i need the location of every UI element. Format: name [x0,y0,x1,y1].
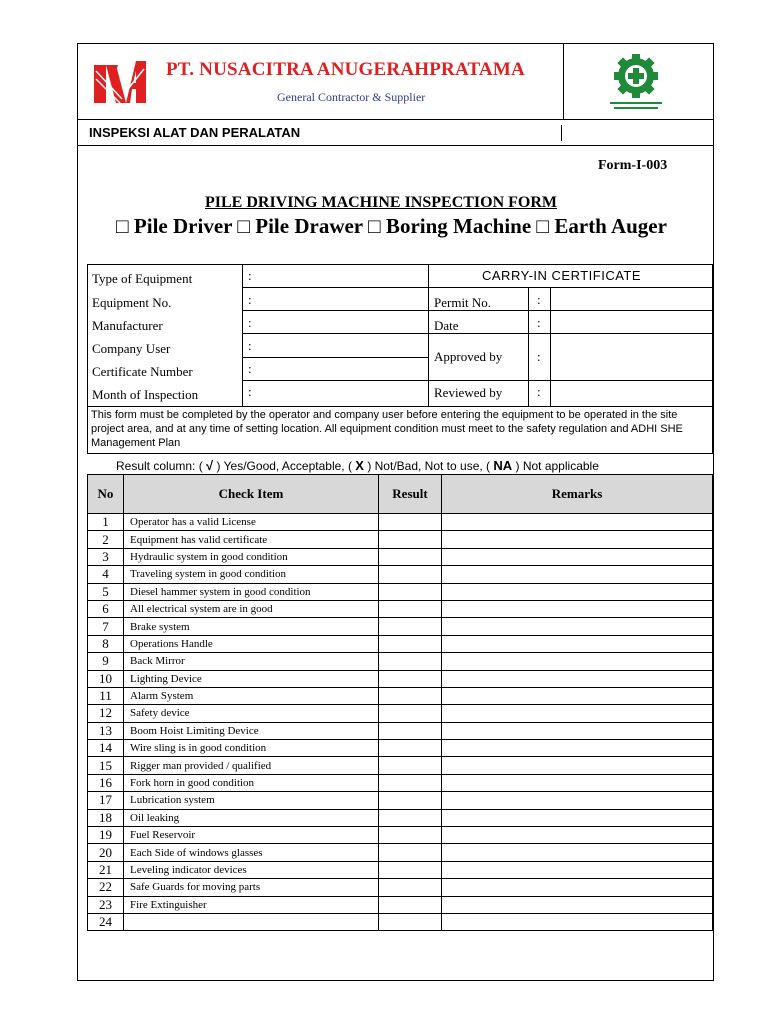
colon: : [248,292,252,307]
table-row [88,844,713,861]
check-item: Each Side of windows glasses [124,844,379,861]
remarks-cell[interactable] [442,705,713,722]
row-number: 2 [88,531,124,548]
info-left-colon-divider [242,264,243,407]
colon: : [248,315,252,330]
row-number: 13 [88,722,124,739]
table-row [88,531,713,548]
table-row [88,600,713,617]
table-row [88,635,713,652]
table-row [88,896,713,913]
result-cell[interactable] [379,548,442,565]
check-item: Brake system [124,618,379,635]
table-row [88,583,713,600]
row-number: 7 [88,618,124,635]
instruction-text: This form must be completed by the operator and company user before entering the equipment to be operated in the site project area, and at any time of setting location. All equipment condition must meet to the safety regulation and ADHI SHE Management Plan [91,409,683,449]
table-row [88,705,713,722]
result-cell[interactable] [379,618,442,635]
colon: : [248,384,252,399]
remarks-cell[interactable] [442,913,713,930]
header-divider [77,119,714,120]
row-number: 3 [88,548,124,565]
remarks-cell[interactable] [442,844,713,861]
table-row [88,548,713,565]
info-line [428,333,713,334]
info-line [242,287,429,288]
company-name: PT. NUSACITRA ANUGERAHPRATAMA [166,59,525,80]
check-item: Leveling indicator devices [124,861,379,878]
colon: : [537,315,541,330]
result-cell[interactable] [379,600,442,617]
check-item: Fork horn in good condition [124,774,379,791]
colon: : [248,268,252,283]
legend-na-symbol: NA [493,458,513,473]
remarks-cell[interactable] [442,566,713,583]
info-line [242,357,429,358]
check-item: Operations Handle [124,635,379,652]
check-item: Fuel Reservoir [124,827,379,844]
row-number: 20 [88,844,124,861]
info-line [242,380,429,381]
row-number: 1 [88,514,124,531]
row-number: 16 [88,774,124,791]
result-cell[interactable] [379,531,442,548]
result-legend [116,458,599,473]
check-item: Diesel hammer system in good condition [124,583,379,600]
column-header-remarks: Remarks [442,475,713,514]
check-item: Oil leaking [124,809,379,826]
column-header-result: Result [379,475,442,514]
check-item: Rigger man provided / qualified [124,757,379,774]
form-number: Form-I-003 [598,158,668,173]
row-number: 17 [88,792,124,809]
remarks-cell[interactable] [442,548,713,565]
table-row [88,809,713,826]
column-header-check-item: Check Item [124,475,379,514]
company-tagline: General Contractor & Supplier [277,90,426,104]
table-row [88,774,713,791]
result-cell[interactable] [379,687,442,704]
colon: : [537,384,541,399]
form-title: PILE DRIVING MACHINE INSPECTION FORM [205,194,558,211]
remarks-cell[interactable] [442,774,713,791]
row-number: 9 [88,653,124,670]
company-logo [92,59,148,105]
row-number: 11 [88,687,124,704]
result-cell[interactable] [379,844,442,861]
equipment-type-options: □ Pile Driver □ Pile Drawer □ Boring Machine □ Earth Auger [116,214,667,238]
table-row [88,861,713,878]
remarks-cell[interactable] [442,879,713,896]
remarks-cell[interactable] [442,670,713,687]
section-divider [77,145,714,146]
result-cell[interactable] [379,635,442,652]
row-number: 5 [88,583,124,600]
remarks-cell[interactable] [442,687,713,704]
table-row [88,913,713,930]
label-manufacturer: Manufacturer [92,318,163,333]
check-item: Operator has a valid License [124,514,379,531]
label-permit-no: Permit No. [434,295,492,310]
table-row [88,618,713,635]
label-approved-by: Approved by [434,349,503,364]
result-cell[interactable] [379,827,442,844]
remarks-cell[interactable] [442,722,713,739]
remarks-cell[interactable] [442,531,713,548]
result-cell[interactable] [379,705,442,722]
colon: : [248,361,252,376]
label-certificate-number: Certificate Number [92,364,193,379]
result-cell[interactable] [379,757,442,774]
check-item: Boom Hoist Limiting Device [124,722,379,739]
result-cell[interactable] [379,861,442,878]
result-cell[interactable] [379,774,442,791]
info-center-divider [428,264,429,407]
legend-no-text: ) Not/Bad, Not to use, ( [367,459,491,473]
remarks-cell[interactable] [442,896,713,913]
info-line [242,333,429,334]
label-reviewed-by: Reviewed by [434,385,503,400]
table-row [88,827,713,844]
label-date: Date [434,318,459,333]
colon: : [537,349,541,364]
label-company-user: Company User [92,341,171,356]
result-cell[interactable] [379,792,442,809]
remarks-cell[interactable] [442,514,713,531]
check-item: Alarm System [124,687,379,704]
check-item: Wire sling is in good condition [124,740,379,757]
legend-no-symbol: X [355,458,364,473]
info-line [428,287,713,288]
info-line [242,310,429,311]
table-row [88,879,713,896]
legend-prefix: Result column: ( [116,459,203,473]
info-right-colon-divider [550,287,551,407]
check-item: All electrical system are in good [124,600,379,617]
k3-safety-logo [604,52,668,116]
column-header-no: No [88,475,124,514]
result-cell[interactable] [379,653,442,670]
remarks-cell[interactable] [442,583,713,600]
label-type-of-equipment: Type of Equipment [92,271,193,286]
remarks-cell[interactable] [442,757,713,774]
row-number: 15 [88,757,124,774]
remarks-cell[interactable] [442,618,713,635]
label-equipment-no: Equipment No. [92,295,172,310]
check-item: Lighting Device [124,670,379,687]
table-row [88,566,713,583]
table-row [88,514,713,531]
row-number: 14 [88,740,124,757]
row-number: 24 [88,913,124,930]
check-item: Traveling system in good condition [124,566,379,583]
result-cell[interactable] [379,879,442,896]
row-number: 8 [88,635,124,652]
check-item: Equipment has valid certificate [124,531,379,548]
table-row [88,757,713,774]
result-cell[interactable] [379,722,442,739]
row-number: 22 [88,879,124,896]
info-line [428,380,713,381]
legend-yes-symbol: √ [206,458,214,473]
remarks-cell[interactable] [442,827,713,844]
check-item: Back Mirror [124,653,379,670]
legend-na-text: ) Not applicable [515,459,599,473]
remarks-cell[interactable] [442,740,713,757]
remarks-cell[interactable] [442,861,713,878]
result-cell[interactable] [379,514,442,531]
row-number: 10 [88,670,124,687]
logo-divider [563,43,564,120]
legend-yes-text: ) Yes/Good, Acceptable, ( [216,459,352,473]
row-number: 21 [88,861,124,878]
label-month-of-inspection: Month of Inspection [92,387,199,402]
table-row [88,687,713,704]
result-cell[interactable] [379,896,442,913]
section-tick [561,125,562,141]
result-cell[interactable] [379,809,442,826]
check-item: Lubrication system [124,792,379,809]
section-title: INSPEKSI ALAT DAN PERALATAN [89,125,301,140]
row-number: 19 [88,827,124,844]
check-item: Safe Guards for moving parts [124,879,379,896]
row-number: 23 [88,896,124,913]
row-number: 12 [88,705,124,722]
result-cell[interactable] [379,670,442,687]
table-row [88,740,713,757]
inspection-checklist-table [87,474,713,931]
table-row [88,722,713,739]
colon: : [248,338,252,353]
table-row [88,670,713,687]
check-item: Hydraulic system in good condition [124,548,379,565]
result-cell[interactable] [379,740,442,757]
check-item [124,913,379,930]
carry-in-certificate-heading: CARRY-IN CERTIFICATE [482,268,642,283]
remarks-cell[interactable] [442,600,713,617]
remarks-cell[interactable] [442,792,713,809]
checklist-body [88,514,713,931]
info-right-label-divider [528,287,529,407]
remarks-cell[interactable] [442,653,713,670]
result-cell[interactable] [379,566,442,583]
result-cell[interactable] [379,913,442,930]
result-cell[interactable] [379,583,442,600]
check-item: Safety device [124,705,379,722]
row-number: 4 [88,566,124,583]
table-row [88,792,713,809]
remarks-cell[interactable] [442,809,713,826]
table-row [88,653,713,670]
check-item: Fire Extinguisher [124,896,379,913]
colon: : [537,292,541,307]
row-number: 6 [88,600,124,617]
row-number: 18 [88,809,124,826]
remarks-cell[interactable] [442,635,713,652]
